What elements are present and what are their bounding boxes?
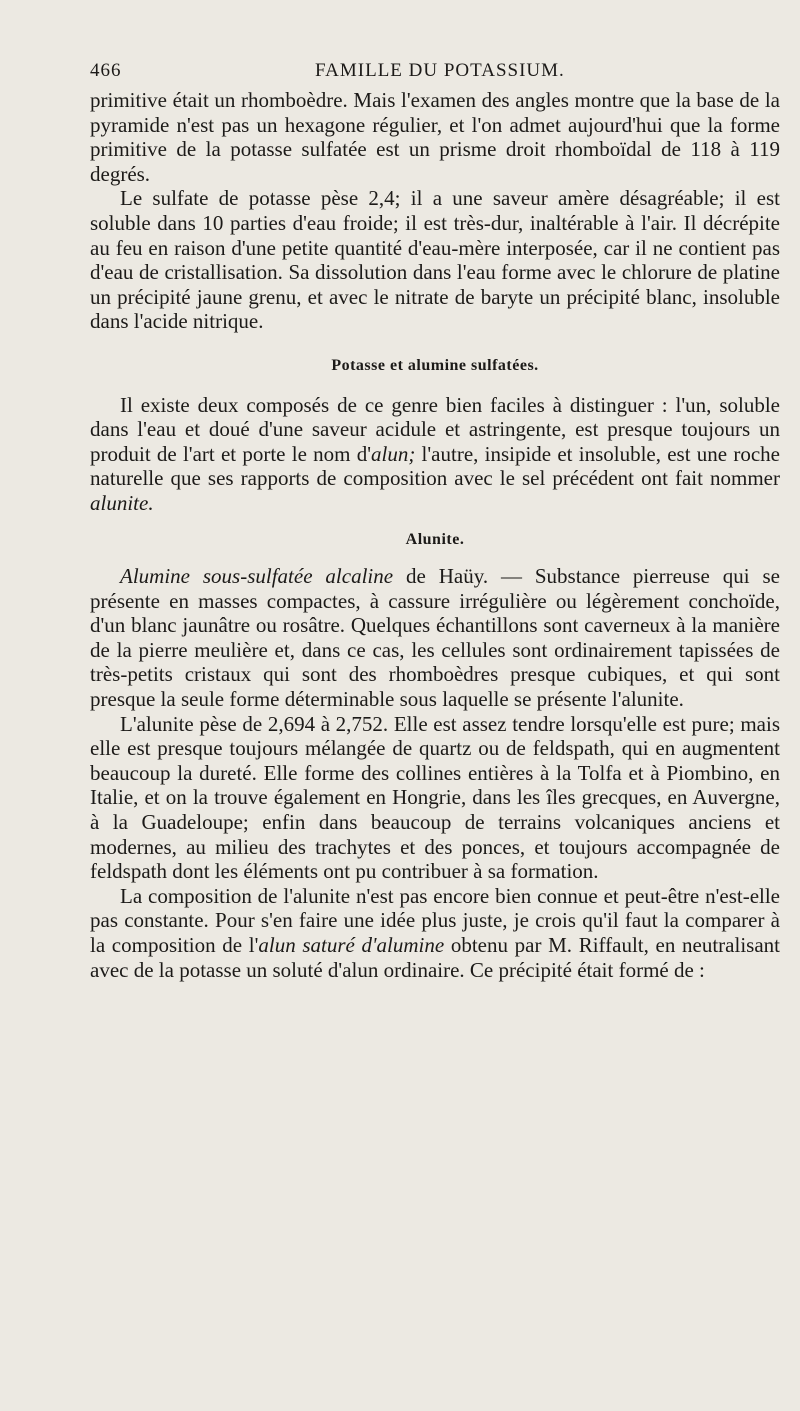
- page-body: [90, 88, 780, 982]
- paragraph-sulfate-properties: Le sulfate de potasse pèse 2,4; il a une saveur amère désagréable; il est soluble dans 10 parties d'eau froide; il est très-dur, inaltérable à l'air. Il décrépite au feu en raison d'une petite quantité d'eau-mère interposée, car il ne contient pas d'eau de cristallisation. Sa dissolution dans l'eau forme avec le chlorure de platine un précipité jaune grenu, et avec le nitrate de baryte un précipité blanc, insoluble dans l'acide nitrique.: [90, 186, 780, 334]
- paragraph-alunite-composition: [90, 884, 780, 982]
- page-number: 466: [90, 60, 122, 81]
- section-heading-alunite: Alunite.: [405, 530, 465, 548]
- section-heading-potasse-alumine: Potasse et alumine sulfatées.: [331, 356, 539, 374]
- term-alumine-sous-sulfatee: Alumine sous-sulfatée alcaline: [120, 564, 394, 589]
- paragraph-two-compounds: [90, 393, 780, 516]
- paragraph-alunite-description: [90, 564, 780, 712]
- p6-text-b: obtenu par M. Riffault, en neutralisant avec de la potasse un soluté d'alun ordinaire. Ce précipité était formé de :: [90, 933, 780, 982]
- paragraph-alunite-density-occurrence: L'alunite pèse de 2,694 à 2,752. Elle est assez tendre lorsqu'elle est pure; mais elle est presque toujours mélangée de quartz ou de feldspath, qui en augmentent beaucoup la dureté. Elle forme des collines entières à la Tolfa et à Piombino, en Italie, et on la trouve également en Hongrie, dans les îles grecques, en Auvergne, à la Guadeloupe; enfin dans beaucoup de terrains volcaniques anciens et modernes, au milieu des trachytes et des ponces, et toujours accompagnée de feldspath dont les éléments ont pu contribuer à sa formation.: [90, 711, 780, 884]
- paragraph-crystal-form: primitive était un rhomboèdre. Mais l'examen des angles montre que la base de la pyramide n'est pas un hexagone régulier, et l'on admet aujourd'hui que la forme primitive de la potasse sulfatée est un prisme droit rhomboïdal de 118 à 119 degrés.: [90, 88, 780, 186]
- p6-text-a: La composition de l'alunite n'est pas encore bien connue et peut-être n'est-elle pas constante. Pour s'en faire une idée plus juste, je crois qu'il faut la comparer à la composition de l': [90, 883, 780, 957]
- running-head: [90, 60, 780, 90]
- running-title: FAMILLE DU POTASSIUM.: [315, 60, 565, 81]
- p4-text: de Haüy. — Substance pierreuse qui se présente en masses compactes, à cassure irrégulière ou légèrement conchoïde, d'un blanc jaunâtre ou rosâtre. Quelques échantillons sont caverneux à la manière de la pierre meulière et, dans ce cas, les cellules sont ordinairement tapissées de très-petits cristaux qui sont des rhomboèdres presque cubiques, et qui sont presque la seule forme déterminable sous laquelle se présente l'alunite.: [90, 564, 781, 712]
- p3-text-b: l'autre, insipide et insoluble, est une roche naturelle que ses rapports de composition avec le sel précédent ont fait nommer: [90, 441, 780, 491]
- term-alun-sature: alun saturé d'alumine: [258, 933, 445, 957]
- term-alunite: alunite.: [90, 490, 154, 515]
- p3-text-a: Il existe deux composés de ce genre bien faciles à distinguer : l'un, soluble dans l'eau et doué d'une saveur acidule et astringente, est presque toujours un produit de l'art et porte le nom d': [90, 392, 780, 466]
- term-alun: alun;: [370, 441, 416, 466]
